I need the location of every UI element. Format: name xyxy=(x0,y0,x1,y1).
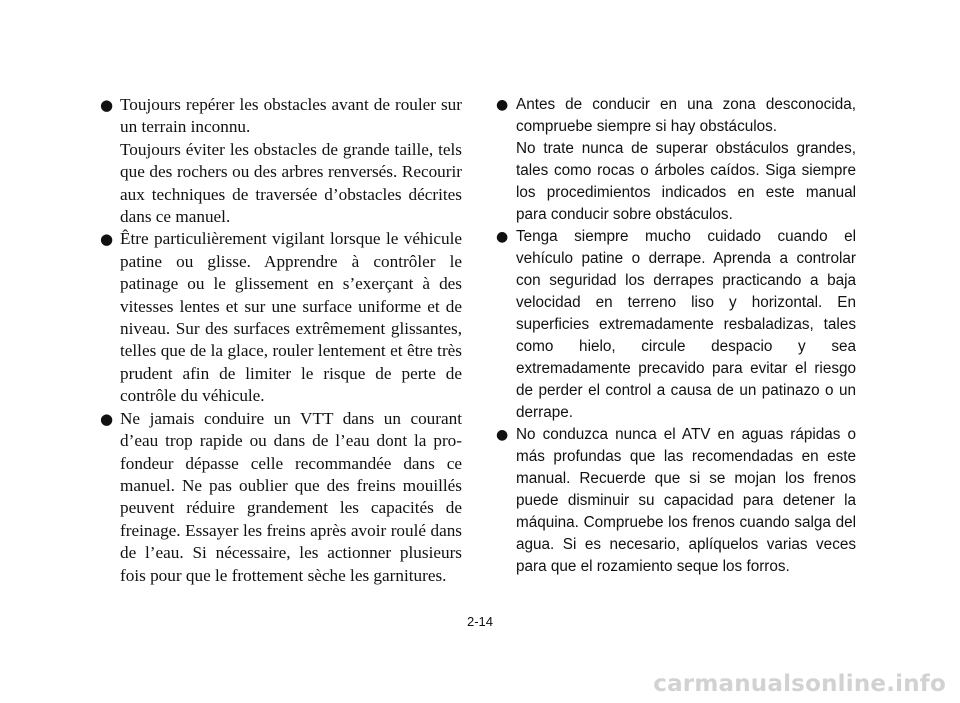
list-item xyxy=(100,94,462,228)
paragraph: Toujours repérer les obstacles avant de rouler sur un terrain inconnu. xyxy=(120,95,462,137)
paragraph: No conduzca nunca el ATV en aguas rápidas o más profundas que las recomendadas en este manual. Recuerde que si se mojan los frenos puede disminuir su capacidad para detener la máquina. Compruebe los frenos cuando salga del agua. Si es necesario, aplíquelos varias veces para que el rozamiento seque los forros. xyxy=(516,426,856,575)
list-item xyxy=(496,226,856,424)
bullet-icon: ● xyxy=(496,427,509,443)
paragraph: Tenga siempre mucho cuidado cuando el vehículo patine o derrape. Aprenda a controlar con seguridad los derrapes practicando a baja velocidad en terreno liso y horizontal. En superficies extremadamente resbaladizas, tales como hielo, circule despacio y sea extremadamente precavido para evitar el riesgo de perder el control a causa de un patinazo o un derrape. xyxy=(516,228,856,421)
paragraph: Antes de conducir en una zona desconocida, compruebe siempre si hay obstáculos. xyxy=(516,96,856,135)
spanish-column xyxy=(496,94,856,578)
bullet-icon: ● xyxy=(100,409,114,428)
bullet-icon: ● xyxy=(100,96,114,114)
paragraph: Être particulièrement vigilant lorsque le véhicule patine ou glisse. Apprendre à contrôler le patinage ou le glissement en s’exerçant à des vitesses lentes et sur une surface uniforme et de niveau. Sur des surfaces extrêmement glissantes, telles que de la glace, rouler lentement et être très prudent afin de limiter le risque de perte de contrôle du véhicule. xyxy=(120,229,462,406)
french-column xyxy=(100,94,462,587)
paragraph: No trate nunca de superar obstáculos grandes, tales como rocas o árboles caídos. Siga siempre los procedimientos indicados en este manual para conducir sobre obstáculos. xyxy=(516,140,856,223)
list-item xyxy=(496,424,856,578)
spanish-bullet-list xyxy=(496,94,856,578)
french-bullet-list xyxy=(100,94,462,587)
list-item xyxy=(100,408,462,587)
list-item xyxy=(496,94,856,226)
page-number: 2-14 xyxy=(466,614,494,629)
bullet-icon: ● xyxy=(496,97,509,113)
bullet-icon: ● xyxy=(496,229,509,245)
watermark-text: carmanualsonline.info xyxy=(653,671,946,697)
bullet-icon: ● xyxy=(100,230,114,249)
paragraph: Toujours éviter les obstacles de grande taille, tels que des rochers ou des arbres renversés. Recourir aux techniques de traversée d’obstacles décrites dans ce manuel. xyxy=(120,139,462,227)
list-item xyxy=(100,228,462,407)
paragraph: Ne jamais conduire un VTT dans un courant d’eau trop rapide ou dans de l’eau dont la profondeur dépasse celle recommandée dans ce manuel. Ne pas oublier que des freins mouillés peuvent réduire grandement les capacités de freinage. Essayer les freins après avoir roulé dans de l’eau. Si nécessaire, les actionner plusieurs fois pour que le frottement sèche les garnitures. xyxy=(120,408,462,585)
